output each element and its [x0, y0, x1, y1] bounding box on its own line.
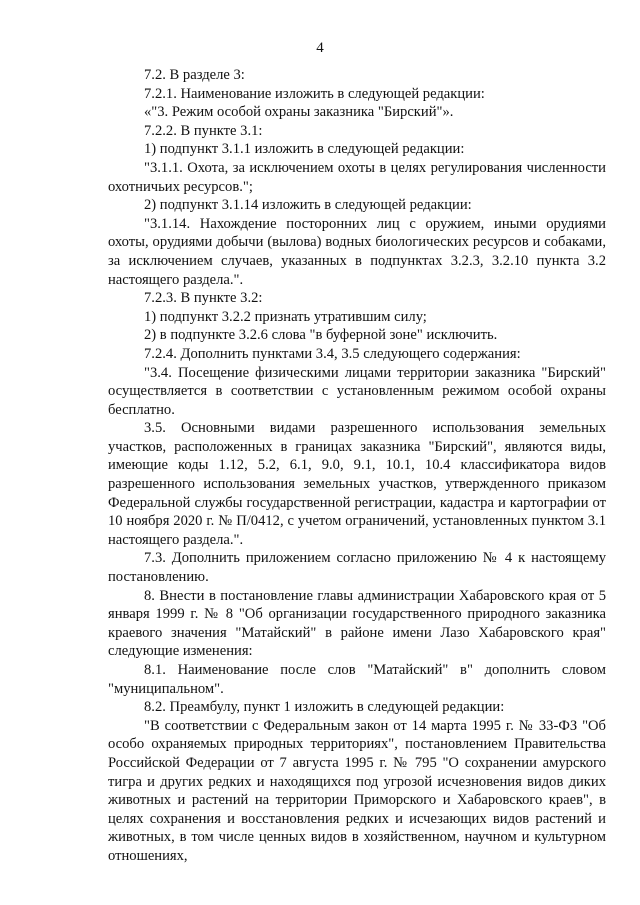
paragraph: 3.5. Основными видами разрешенного использования земельных участков, расположенных в границах заказника "Бирский", являются виды, имеющие коды 1.12, 5.2, 6.1, 9.0, 9.1, 10.1, 10.4 классификатора видов разрешенного использования земельных участков, утвержденного приказом Федеральной службы государственной регистрации, кадастра и картографии от 10 ноября 2020 г. № П/0412, с учетом ограничений, установленных пунктом 3.1 настоящего раздела.".: [108, 420, 606, 548]
paragraph: 2) подпункт 3.1.14 изложить в следующей редакции:: [144, 197, 472, 214]
paragraph: 7.2.2. В пункте 3.1:: [144, 122, 263, 139]
paragraph: 7.2.4. Дополнить пунктами 3.4, 3.5 следующего содержания:: [144, 345, 521, 362]
paragraph: 7.2.3. В пункте 3.2:: [144, 290, 263, 307]
paragraph: 2) в подпункте 3.2.6 слова "в буферной зоне" исключить.: [144, 327, 498, 344]
paragraph: "3.1.14. Нахождение посторонних лиц с оружием, иными орудиями охоты, орудиями добычи (вылова) водных биологических ресурсов и собаками, за исключением случаев, указанных в подпунктах 3.2.3, 3.2.10 пункта 3.2 настоящего раздела.".: [108, 215, 606, 288]
paragraph: "3.1.1. Охота, за исключением охоты в целях регулирования численности охотничьих ресурсов.";: [108, 159, 606, 195]
document-body: [108, 66, 606, 866]
paragraph: 8. Внести в постановление главы администрации Хабаровского края от 5 января 1999 г. № 8 "Об организации государственного природного заказника краевого значения "Матайский" в районе имени Лазо Хабаровского края" следующие изменения:: [108, 587, 606, 660]
paragraph: 7.2. В разделе 3:: [144, 67, 245, 83]
paragraph: 7.3. Дополнить приложением согласно приложению № 4 к настоящему постановлению.: [108, 550, 606, 586]
page-number: 4: [316, 40, 324, 56]
paragraph: 1) подпункт 3.2.2 признать утратившим силу;: [144, 308, 427, 325]
paragraph: "В соответствии с Федеральным закон от 14 марта 1995 г. № 33-ФЗ "Об особо охраняемых природных территориях", постановлением Правительства Российской Федерации от 7 августа 1995 г. № 795 "О сохранении амурского тигра и других редких и находящихся под угрозой исчезновения видов диких животных и растений на территории Приморского и Хабаровского краев", в целях сохранения и восстановления редких и исчезающих видов растений и животных, в том числе ценных видов в хозяйственном, научном и культурном отношениях,: [108, 717, 606, 864]
paragraph: 8.1. Наименование после слов "Матайский" в" дополнить словом "муниципальном".: [108, 662, 606, 697]
paragraph: 8.2. Преамбулу, пункт 1 изложить в следующей редакции:: [144, 699, 505, 716]
paragraph: 1) подпункт 3.1.1 изложить в следующей редакции:: [144, 141, 465, 158]
paragraph: 7.2.1. Наименование изложить в следующей редакции:: [144, 85, 485, 102]
paragraph: «"3. Режим особой охраны заказника "Бирский"».: [144, 104, 454, 121]
paragraph: "3.4. Посещение физическими лицами территории заказника "Бирский" осуществляется в соответствии с установленным режимом особой охраны бесплатно.: [108, 364, 606, 418]
